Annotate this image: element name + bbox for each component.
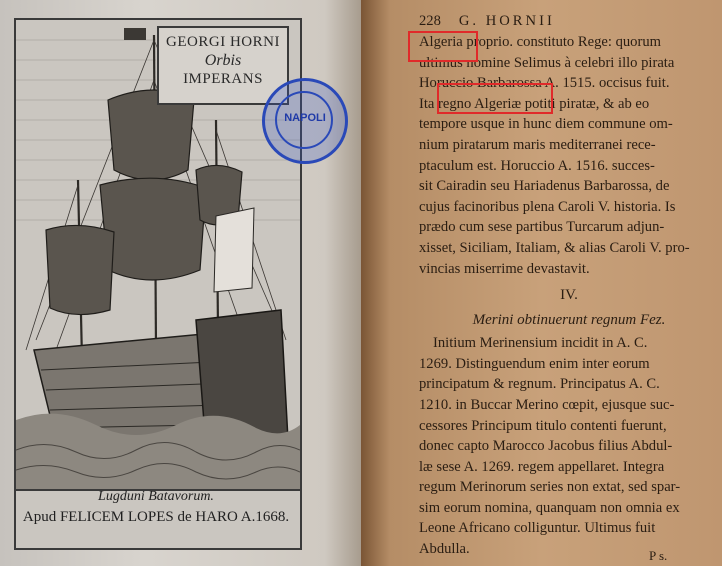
imprint-place: Lugduni Batavorum. (98, 489, 214, 504)
text-line: Leone Africano colliguntur. Ultimus fuit (419, 520, 656, 537)
section-heading: Merini obtinuerunt regnum Fez. (472, 312, 666, 329)
paragraph-algeria (419, 32, 719, 279)
highlight-regno-algeriae (437, 83, 553, 114)
text-line: tempore usque in hunc diem commune om- (419, 116, 673, 133)
text-line: 1269. Distinguendum enim inter eorum (419, 355, 650, 372)
top-flag (124, 28, 146, 40)
title-cartouche (157, 26, 289, 105)
text-line: cessores Principum titulo contenti fuerunt, (419, 417, 667, 434)
text-line: Abdulla. (419, 541, 470, 558)
text-line: Algeria proprio. constituto Rege: quorum (419, 34, 661, 50)
sails (46, 90, 242, 315)
text-line: sim eorum nomina, quanquam non omnia ex (419, 499, 680, 516)
section-number: IV. (560, 287, 578, 304)
title-line-author: GEORGI HORNI (166, 34, 280, 50)
text-line: xisset, Siciliam, Italiam, & alias Caroli V. pro- (419, 239, 690, 256)
text-line: vincias miserrime devastavit. (419, 260, 590, 277)
running-head: G. HORNII (458, 13, 555, 29)
text-line: principatum & regnum. Principatus A. C. (419, 376, 660, 393)
text-line: Horuccio Barbarossa A. 1515. occisus fuit. (419, 75, 670, 92)
catchword: P s. (649, 548, 668, 563)
text-line: 1210. in Buccar Merino cœpit, ejusque suc- (419, 396, 675, 413)
text-line: Ita regno Algeriæ potiti piratæ, & ab eo (419, 95, 650, 112)
text-line: cujus facinoribus plena Caroli V. historia. Is (419, 198, 676, 215)
library-stamp (262, 78, 348, 164)
banner-flag (214, 208, 254, 292)
text-line: regum Merinorum series non extat, sed spar- (419, 479, 681, 496)
text-line: ultimus nomine Selimus à celebri illo pirata (419, 54, 675, 71)
highlight-algeria (408, 31, 478, 62)
paragraph-merini (419, 333, 719, 560)
title-line-imperans: IMPERANS (183, 71, 263, 87)
imprint-publisher: Apud FELICEM LOPES de HARO A.1668. (22, 509, 290, 525)
stamp-text: NAPOLI (284, 112, 326, 124)
text-line: prædo cum sese partibus Turcarum adjun- (419, 219, 665, 236)
text-line: Initium Merinensium incidit in A. C. (433, 335, 648, 352)
text-line: ptaculum est. Horuccio A. 1516. succes- (419, 157, 655, 174)
imprint (14, 488, 298, 528)
text-page (361, 0, 722, 566)
text-line: læ sese A. 1269. regem appellaret. Integra (419, 458, 665, 475)
text-line: sit Cairadin seu Hariadenus Barbarossa, de (419, 178, 670, 195)
title-line-orbis: Orbis (204, 52, 242, 69)
running-header (419, 10, 719, 32)
text-line: nium piratarum maris mediterranei rece- (419, 136, 656, 153)
page-number: 228 (419, 13, 441, 29)
text-line: donec capto Marocco Jacobus filius Abdul- (419, 438, 673, 455)
